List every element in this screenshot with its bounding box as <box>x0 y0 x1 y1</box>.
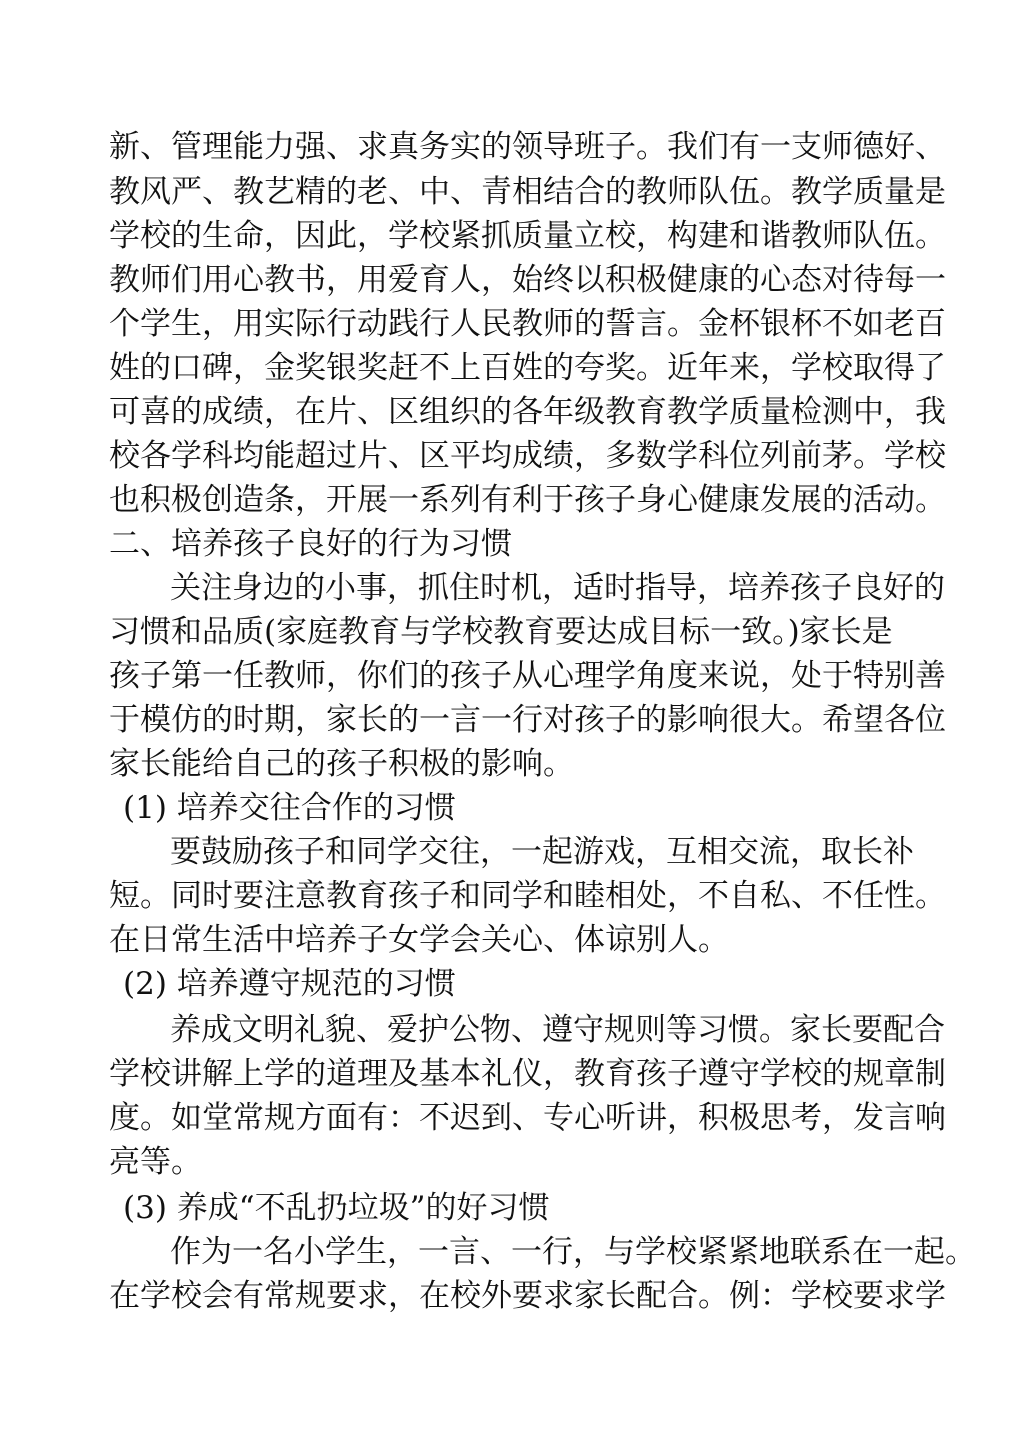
text-line: 可喜的成绩，在片、区组织的各年级教育教学质量检测中，我 <box>109 394 946 430</box>
text-line: 校各学科均能超过片、区平均成绩，多数学科位列前茅。学校 <box>109 438 946 474</box>
subsection-heading: (1) 培养交往合作的习惯 <box>123 790 456 826</box>
subsection-heading: (3) 养成“不乱扔垃圾”的好习惯 <box>123 1190 550 1226</box>
text-line: 学校讲解上学的道理及基本礼仪，教育孩子遵守学校的规章制 <box>109 1056 946 1092</box>
text-line: 家长能给自己的孩子积极的影响。 <box>109 746 574 782</box>
text-line: 关注身边的小事，抓住时机，适时指导，培养孩子良好的 <box>170 570 945 606</box>
text-line: 在日常生活中培养子女学会关心、体谅别人。 <box>109 922 729 958</box>
text-line: 姓的口碑，金奖银奖赶不上百姓的夸奖。近年来，学校取得了 <box>109 350 946 386</box>
text-line: 作为一名小学生，一言、一行，与学校紧紧地联系在一起。 <box>170 1234 976 1270</box>
text-line: 于模仿的时期，家长的一言一行对孩子的影响很大。希望各位 <box>109 702 946 738</box>
text-line: 教师们用心教书，用爱育人，始终以积极健康的心态对待每一 <box>109 262 946 298</box>
text-line: 也积极创造条，开展一系列有利于孩子身心健康发展的活动。 <box>109 482 946 518</box>
section-heading: 二、培养孩子良好的行为习惯 <box>109 526 512 562</box>
text-line: 度。如堂常规方面有：不迟到、专心听讲，积极思考，发言响 <box>109 1100 946 1136</box>
text-line: 短。同时要注意教育孩子和同学和睦相处，不自私、不任性。 <box>109 878 946 914</box>
text-line: 要鼓励孩子和同学交往，一起游戏，互相交流，取长补 <box>170 834 914 870</box>
text-line: 养成文明礼貌、爱护公物、遵守规则等习惯。家长要配合 <box>170 1012 945 1048</box>
text-line: 学校的生命，因此，学校紧抓质量立校，构建和谐教师队伍。 <box>109 218 946 254</box>
text-line: 教风严、教艺精的老、中、青相结合的教师队伍。教学质量是 <box>109 174 946 210</box>
text-line: 在学校会有常规要求，在校外要求家长配合。例：学校要求学 <box>109 1278 946 1314</box>
text-line: 新、管理能力强、求真务实的领导班子。我们有一支师德好、 <box>109 129 946 165</box>
text-line: 孩子第一任教师，你们的孩子从心理学角度来说，处于特别善 <box>109 658 946 694</box>
text-line: 个学生，用实际行动践行人民教师的誓言。金杯银杯不如老百 <box>109 306 946 342</box>
text-line: 习惯和品质(家庭教育与学校教育要达成目标一致。)家长是 <box>109 614 893 650</box>
text-line: 亮等。 <box>109 1144 202 1180</box>
subsection-heading: (2) 培养遵守规范的习惯 <box>123 966 456 1002</box>
